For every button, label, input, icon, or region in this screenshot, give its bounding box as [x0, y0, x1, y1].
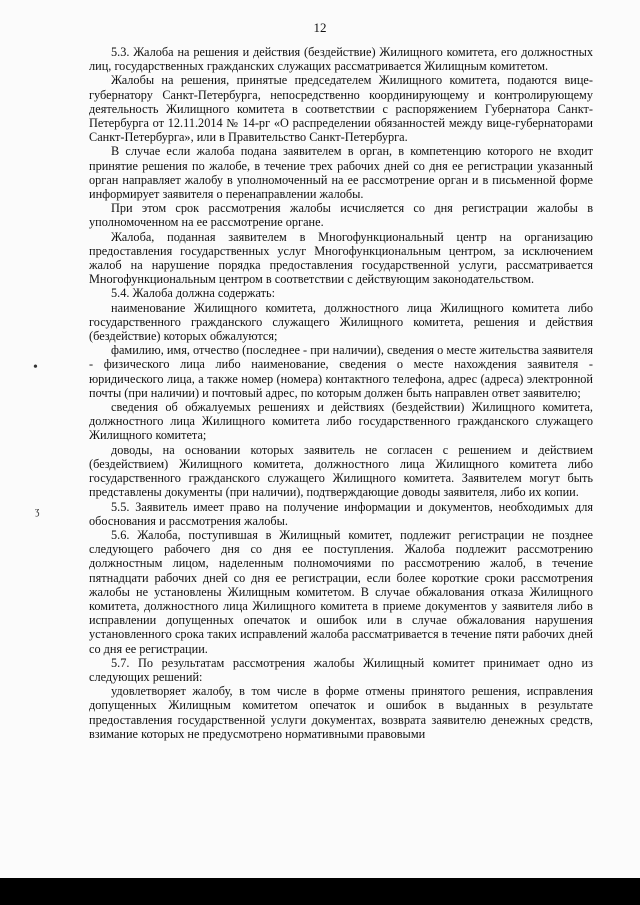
page-number: 12	[313, 20, 327, 35]
paragraph-5-7: 5.7. По результатам рассмотрения жалобы Жилищный комитет принимает одно из следующих решений:	[89, 655, 593, 684]
paragraph-redirect: В случае если жалоба подана заявителем в орган, в компетенцию которого не входит принятие решения по жалобе, в течение трех рабочих дней со дня ее регистрации указанный орган направляет жалобу в уполномоченный на ее рассмотрение орган и в письменной форме информирует заявителя о перенаправлении жалобы.	[89, 144, 593, 202]
paragraph-5-4: 5.4. Жалоба должна содержать:	[111, 286, 276, 301]
scan-border	[0, 878, 640, 905]
list-item: доводы, на основании которых заявитель не согласен с решением и действием (бездействием) Жилищного комитета, должностного лица Жилищного комитета либо государственного гражданского служащего Жилищного комитета. Заявителем могут быть представлены документы (при наличии), подтверждающие доводы заявителя, либо их копии.	[89, 442, 593, 500]
margin-mark: ʒ	[35, 506, 40, 517]
paragraph-mfc: Жалоба, поданная заявителем в Многофункциональный центр на организацию предоставления государственных услуг Многофункциональным центром, за исключением жалоб на нарушение порядка предоставления государственной услуги, рассматривается Многофункциональным центром в соответствии с действующим законодательством.	[89, 229, 593, 287]
paragraph-5-6: 5.6. Жалоба, поступившая в Жилищный комитет, подлежит регистрации не позднее следующего рабочего дня со дня ее поступления. Жалоба подлежит рассмотрению должностным лицом, наделенным полномочиями по рассмотрению жалоб, в течение пятнадцати рабочих дней со дня ее регистрации, если более короткие сроки рассмотрения жалобы не установлены Жилищным комитетом. В случае обжалования отказа Жилищного комитета, должностного лица Жилищного комитета в приеме документов у заявителя либо в исправлении допущенных опечаток и ошибок или в случае обжалования нарушения установленного срока таких исправлений жалоба рассматривается в течение пяти рабочих дней со дня ее регистрации.	[89, 527, 593, 656]
list-item: наименование Жилищного комитета, должностного лица Жилищного комитета либо государственного гражданского служащего Жилищного комитета, решения и действия (бездействие) которых обжалуются;	[89, 300, 593, 344]
document-body	[89, 45, 593, 741]
paragraph-5-3: 5.3. Жалоба на решения и действия (бездействие) Жилищного комитета, его должностных лиц, государственных гражданских служащих рассматривается Жилищным комитетом.	[89, 45, 593, 74]
list-item: фамилию, имя, отчество (последнее - при наличии), сведения о месте жительства заявителя - физического лица либо наименование, сведения о месте нахождения заявителя - юридического лица, а также номер (номера) контактного телефона, адрес (адреса) электронной почты (при наличии) и почтовый адрес, по которым должен быть направлен ответ заявителю;	[89, 343, 593, 400]
margin-mark: •	[33, 360, 38, 375]
paragraph-term: При этом срок рассмотрения жалобы исчисляется со дня регистрации жалобы в уполномоченном на ее рассмотрение органе.	[89, 201, 593, 230]
list-item: сведения об обжалуемых решениях и действиях (бездействии) Жилищного комитета, должностного лица Жилищного комитета либо государственного гражданского служащего Жилищного комитета;	[89, 400, 593, 443]
list-item: удовлетворяет жалобу, в том числе в форме отмены принятого решения, исправления допущенных Жилищным комитетом опечаток и ошибок в выданных в результате предоставления государственной услуги документах, возврата заявителю денежных средств, взимание которых не предусмотрено нормативными правовыми	[89, 684, 593, 741]
paragraph-complaints-chairman: Жалобы на решения, принятые председателем Жилищного комитета, подаются вице-губернатору Санкт-Петербурга, непосредственно координирующему и контролирующему деятельность Жилищного комитета в соответствии с распоряжением Губернатора Санкт-Петербурга от 12.11.2014 № 14-рг «О распределении обязанностей между вице-губернаторами Санкт-Петербурга», или в Правительство Санкт-Петербурга.	[89, 73, 593, 145]
paragraph-5-5: 5.5. Заявитель имеет право на получение информации и документов, необходимых для обоснования и рассмотрения жалобы.	[89, 499, 593, 528]
